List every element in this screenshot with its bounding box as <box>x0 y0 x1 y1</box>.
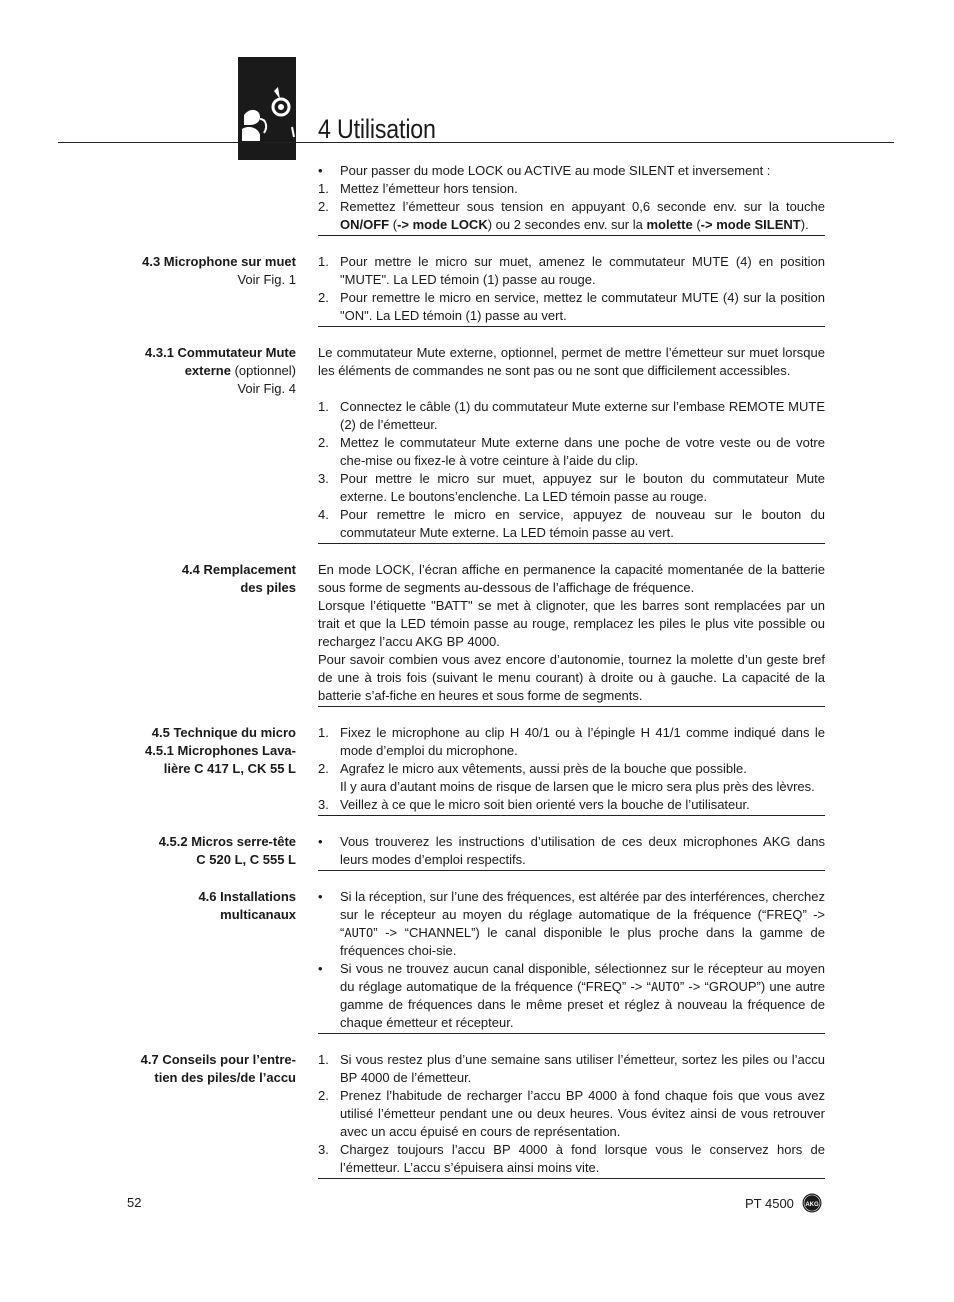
list-item: 2. Agrafez le micro aux vêtements, aussi près de la bouche que possible. Il y aura d’autant moins de risque de larsen que le micro sera plus près des lèvres. <box>318 761 815 794</box>
paragraph: Pour savoir combien vous avez encore d’autonomie, tournez la molette d’un geste bref de une à trois fois (suivant le menu courant) à droite ou à gauche. La capacité de la batterie s’af-fiche en heures et sous forme de segments. <box>318 652 825 703</box>
paragraph: En mode LOCK, l’écran affiche en permanence la capacité momentanée de la batterie sous forme de segments au-dessous de l’affichage de fréquence. <box>318 562 825 595</box>
list-item: • Si vous ne trouvez aucun canal disponible, sélectionnez sur le récepteur au moyen du réglage automatique de la fréquence (“FREQ” -> “AUTO” -> “GROUP”) une autre gamme de fréquences dans le même preset et réglez à nouveau la fréquence de chaque émetteur et récepteur. <box>318 961 825 1030</box>
list-item: 2. Remettez l’émetteur sous tension en appuyant 0,6 seconde env. sur la touche ON/OFF (-> mode LOCK) ou 2 secondes env. sur la molette (-> mode SILENT). <box>318 199 825 232</box>
list-item: • Pour passer du mode LOCK ou ACTIVE au mode SILENT et inversement : <box>318 163 771 178</box>
page-content <box>0 162 954 1179</box>
section-4-3 <box>0 253 954 327</box>
intro-body <box>318 162 825 236</box>
list-item: 3. Chargez toujours l’accu BP 4000 à fond lorsque vous le conservez hors de l’émetteur. L’accu s’épuisera ainsi moins vite. <box>318 1142 825 1175</box>
section-4-4 <box>0 561 954 707</box>
section-heading: 4.5 Technique du micro 4.5.1 Microphones Lava- lière C 417 L, CK 55 L <box>145 725 296 776</box>
paragraph: Le commutateur Mute externe, optionnel, permet de mettre l’émetteur sur muet lorsque les éléments de commandes ne sont pas ou ne sont que difficilement accessibles. <box>318 345 825 378</box>
section-heading: 4.6 Installations multicanaux <box>198 889 296 922</box>
list-item: 1. Si vous restez plus d’une semaine sans utiliser l’émetteur, sortez les piles ou l’accu BP 4000 de l’émetteur. <box>318 1052 825 1085</box>
list-item: 1. Connectez le câble (1) du commutateur Mute externe sur l’embase REMOTE MUTE (2) de l’émetteur. <box>318 399 825 432</box>
list-item: 1. Mettez l’émetteur hors tension. <box>318 181 518 196</box>
section-heading: 4.3.1 Commutateur Mute externe (optionnel) Voir Fig. 4 <box>145 345 296 396</box>
section-4-5-2 <box>0 833 954 871</box>
section-4-5 <box>0 724 954 816</box>
list-item: 3. Pour mettre le micro sur muet, appuyez sur le bouton du commutateur Mute externe. Le boutons’enclenche. La LED témoin passe au rouge. <box>318 471 825 504</box>
section-4-6 <box>0 888 954 1034</box>
list-item: 3. Veillez à ce que le micro soit bien orienté vers la bouche de l’utilisateur. <box>318 797 750 812</box>
list-item: • Si la réception, sur l’une des fréquences, est altérée par des interférences, cherchez sur le récepteur au moyen du réglage automatique de la fréquence (“FREQ” -> “AUTO” -> “CHANNEL”) le canal disponible le plus proche dans la gamme de fréquences choi-sie. <box>318 889 825 958</box>
list-item: 2. Pour remettre le micro en service, mettez le commutateur MUTE (4) sur la position "ON". La LED témoin (1) passe au vert. <box>318 290 825 323</box>
list-item: 2. Prenez l’habitude de recharger l’accu BP 4000 à fond chaque fois que vous avez utilisé l’émetteur pendant une ou deux heures. Vous évitez ainsi de vous retrouver avec un accu épuisé en cours de représentation. <box>318 1088 825 1139</box>
list-item: • Vous trouverez les instructions d’utilisation de ces deux microphones AKG dans leurs modes d’emploi respectifs. <box>318 834 825 867</box>
section-heading: 4.5.2 Micros serre-tête C 520 L, C 555 L <box>158 834 296 867</box>
section-heading: 4.7 Conseils pour l’entre- tien des piles/de l’accu <box>140 1052 296 1085</box>
paragraph: Lorsque l’étiquette "BATT" se met à clignoter, que les barres sont remplacées par un trait et que la LED témoin passe au rouge, remplacez les piles le plus vite possible ou rechargez l’accu AKG BP 4000. <box>318 598 825 649</box>
bullet-marker: • <box>318 163 323 178</box>
section-4-3-1 <box>0 344 954 544</box>
svg-text:AKG: AKG <box>805 1202 819 1208</box>
list-item: 1. Pour mettre le micro sur muet, amenez le commutateur MUTE (4) en position "MUTE". La LED témoin (1) passe au rouge. <box>318 254 825 287</box>
section-4-7 <box>0 1051 954 1179</box>
section-heading: 4.4 Remplacement des piles <box>181 562 296 595</box>
akg-logo-icon <box>802 1193 822 1213</box>
list-item: 1. Fixez le microphone au clip H 40/1 ou à l’épingle H 41/1 comme indiqué dans le mode d’emploi du microphone. <box>318 725 825 758</box>
section-heading: 4.3 Microphone sur muet Voir Fig. 1 <box>142 254 296 287</box>
list-item: 2. Mettez le commutateur Mute externe dans une poche de votre veste ou de votre che-mise ou fixez-le à votre ceinture à l’aide du clip. <box>318 435 825 468</box>
list-item: 4. Pour remettre le micro en service, appuyez de nouveau sur le bouton du commutateur Mute externe. La LED témoin passe au vert. <box>318 507 825 540</box>
section-intro <box>0 162 954 236</box>
chapter-icon <box>238 57 296 160</box>
header-rule <box>58 142 894 143</box>
model-name: PT 4500 <box>745 1196 794 1211</box>
chapter-title: 4 Utilisation <box>318 114 436 144</box>
page-number: 52 <box>127 1195 142 1210</box>
